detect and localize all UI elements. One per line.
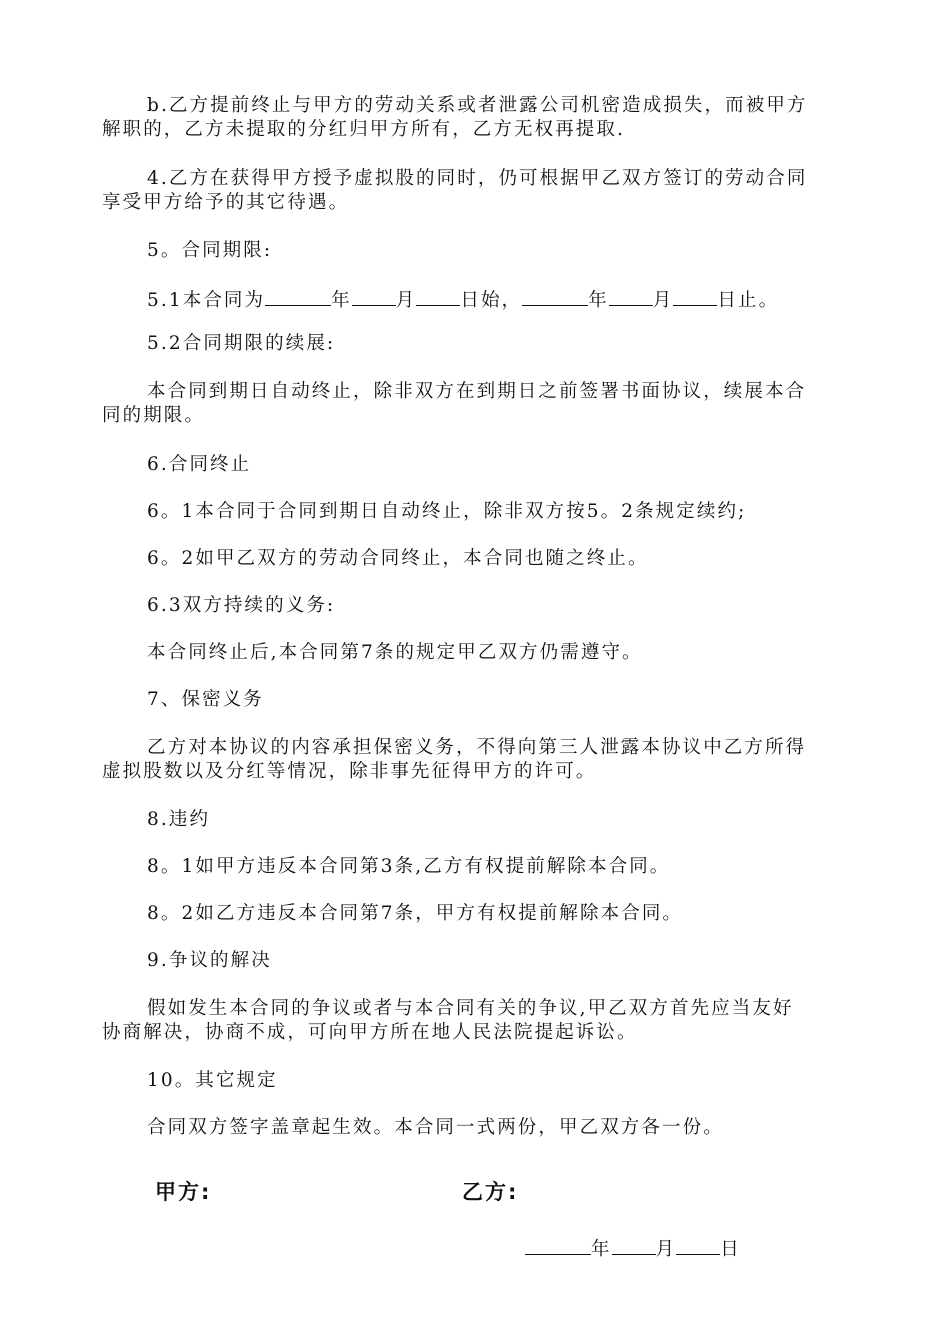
start-day-blank — [416, 287, 460, 306]
sign-year-label: 年 — [591, 1239, 612, 1260]
party-a-signature-label: 甲方: — [155, 1180, 212, 1204]
signature-date — [525, 1236, 741, 1262]
clause-8-1: 8。1如甲方违反本合同第3条,乙方有权提前解除本合同。 — [147, 856, 671, 877]
sign-year-blank — [525, 1236, 591, 1255]
renewal-line-1: 本合同到期日自动终止，除非双方在到期日之前签署书面协议，续展本合 — [147, 381, 807, 402]
clause-9-body-line-2: 协商解决，协商不成，可向甲方所在地人民法院提起诉讼。 — [102, 1022, 638, 1043]
clause-9-body-line-1: 假如发生本合同的争议或者与本合同有关的争议,甲乙双方首先应当友好 — [147, 998, 794, 1019]
start-day-label: 日始， — [460, 290, 523, 311]
clause-b-line-2: 解职的，乙方未提取的分红归甲方所有，乙方无权再提取. — [102, 119, 625, 140]
end-day-label: 日止。 — [717, 290, 780, 311]
clause-5-heading: 5。合同期限: — [147, 240, 273, 261]
sign-day-label: 日 — [720, 1239, 741, 1260]
end-month-label: 月 — [652, 290, 674, 311]
clause-8-2: 8。2如乙方违反本合同第7条，甲方有权提前解除本合同。 — [147, 903, 684, 924]
start-year-blank — [265, 287, 331, 306]
start-month-label: 月 — [395, 290, 417, 311]
renewal-line-2: 同的期限。 — [102, 405, 206, 426]
sign-month-label: 月 — [655, 1239, 677, 1260]
start-year-label: 年 — [331, 290, 352, 311]
party-b-signature-label: 乙方: — [462, 1180, 519, 1204]
clause-9-heading: 9.争议的解决 — [147, 950, 272, 971]
clause-4-line-1: 4.乙方在获得甲方授予虚拟股的同时，仍可根据甲乙双方签订的劳动合同 — [147, 168, 808, 189]
clause-b-line-1: b.乙方提前终止与甲方的劳动关系或者泄露公司机密造成损失，而被甲方 — [147, 95, 808, 116]
sign-month-blank — [612, 1236, 656, 1255]
clause-10-body: 合同双方签字盖章起生效。本合同一式两份，甲乙双方各一份。 — [147, 1117, 724, 1138]
clause-6-2: 6。2如甲乙双方的劳动合同终止，本合同也随之终止。 — [147, 548, 649, 569]
clause-4-line-2: 享受甲方给予的其它待遇。 — [102, 192, 350, 213]
term-prefix: 5.1本合同为 — [147, 290, 266, 311]
clause-7-body-line-2: 虚拟股数以及分红等情况，除非事先征得甲方的许可。 — [102, 761, 597, 782]
clause-7-body-line-1: 乙方对本协议的内容承担保密义务，不得向第三人泄露本协议中乙方所得 — [147, 737, 807, 758]
clause-6-1: 6。1本合同于合同到期日自动终止，除非双方按5。2条规定续约; — [147, 501, 747, 522]
sign-day-blank — [676, 1236, 720, 1255]
clause-5-2-heading: 5.2合同期限的续展: — [147, 333, 336, 354]
end-year-blank — [522, 287, 588, 306]
clause-6-heading: 6.合同终止 — [147, 454, 252, 475]
end-month-blank — [609, 287, 653, 306]
start-month-blank — [352, 287, 396, 306]
clause-6-3-heading: 6.3双方持续的义务: — [147, 595, 336, 616]
clause-8-heading: 8.违约 — [147, 809, 211, 830]
clause-6-3-body: 本合同终止后,本合同第7条的规定甲乙双方仍需遵守。 — [147, 642, 643, 663]
end-day-blank — [673, 287, 717, 306]
clause-7-heading: 7、保密义务 — [147, 689, 264, 710]
end-year-label: 年 — [588, 290, 609, 311]
clause-5-1-term — [147, 287, 779, 313]
clause-10-heading: 10。其它规定 — [147, 1070, 278, 1091]
